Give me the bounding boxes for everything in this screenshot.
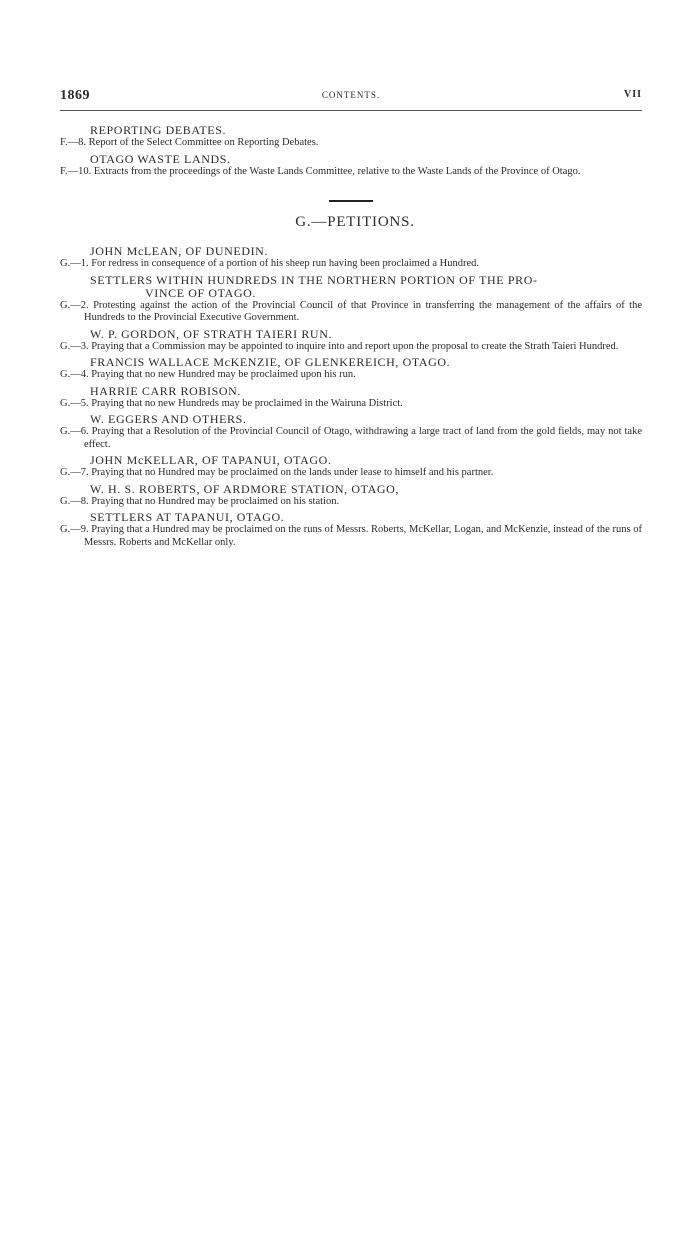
entry-code: G.—4.: [60, 369, 89, 380]
entry-code: G.—7.: [60, 467, 89, 478]
entry-g-6: [60, 413, 642, 451]
entry-code: G.—8.: [60, 495, 89, 507]
entry-g-9: [60, 511, 642, 549]
entry-title: REPORTING DEBATES.: [90, 123, 227, 137]
entry-code: G.—2.: [60, 299, 89, 311]
entry-title: HARRIE CARR ROBISON.: [90, 383, 242, 398]
entry-code: G.—5.: [60, 397, 89, 409]
entry-g-2: [60, 274, 642, 325]
entry-text: Protesting against the action of the Provincial Council of that Province in transferring the management of the affairs of the Hundreds to the Provincial Executive Government.: [84, 299, 643, 323]
entry-text: Praying that no new Hundred may be proclaimed upon his run.: [91, 369, 356, 380]
entry-text: For redress in consequence of a portion of his sheep run having been proclaimed a Hundred.: [91, 258, 480, 269]
contents-list: [60, 124, 642, 552]
entry-description: [60, 426, 642, 451]
entry-description: [60, 258, 642, 271]
entry-description: [60, 137, 642, 150]
entry-title: W. H. S. ROBERTS, OF ARDMORE STATION, OTAGO,: [90, 481, 400, 496]
entry-g-4: [60, 356, 642, 382]
entry-description: [60, 496, 642, 509]
entry-code: F.—8.: [60, 137, 86, 148]
running-head-year: 1869: [60, 88, 90, 103]
entry-title-line: SETTLERS WITHIN HUNDREDS IN THE NORTHERN PORTION OF THE PRO-: [90, 272, 538, 287]
running-head-page-number: VII: [623, 89, 642, 100]
entry-title: [60, 274, 642, 300]
entry-title: W. EGGERS AND OTHERS.: [90, 412, 247, 426]
entry-description: [60, 524, 642, 549]
entry-title: SETTLERS AT TAPANUI, OTAGO.: [90, 510, 285, 524]
entry-f-10: [60, 153, 642, 179]
entry-text: Praying that no new Hundreds may be proclaimed in the Wairuna District.: [91, 397, 403, 409]
entry-text: Praying that a Hundred may be proclaimed on the runs of Messrs. Roberts, McKellar, Logan, and McKenzie, instead of the runs of Messrs. Roberts and McKellar only.: [84, 524, 642, 548]
entry-text: Praying that no Hundred may be proclaimed on his station.: [91, 495, 340, 507]
entry-description: [60, 341, 642, 354]
entry-description: [60, 369, 642, 382]
entry-g-5: [60, 385, 642, 411]
entry-text: Praying that a Resolution of the Provincial Council of Otago, withdrawing a large tract of land from the gold fields, may not take effect.: [84, 426, 642, 450]
running-head-title: CONTENTS.: [321, 90, 381, 100]
entry-description: [60, 398, 642, 411]
entry-text: Extracts from the proceedings of the Waste Lands Committee, relative to the Waste Lands of the Province of Otago.: [93, 165, 581, 177]
entry-g-3: [60, 328, 642, 354]
entry-g-1: [60, 245, 642, 271]
header-rule: [60, 110, 642, 111]
entry-code: G.—6.: [60, 426, 89, 437]
section-heading: G.—PETITIONS.: [295, 214, 415, 230]
section-divider: [329, 200, 373, 202]
entry-text: Praying that no Hundred may be proclaimed on the lands under lease to himself and his partner.: [91, 467, 494, 478]
entry-title: OTAGO WASTE LANDS.: [90, 151, 231, 166]
entry-title: W. P. GORDON, OF STRATH TAIERI RUN.: [90, 326, 333, 341]
entry-text: Praying that a Commission may be appointed to inquire into and report upon the proposal to create the Strath Taieri Hundred.: [91, 340, 619, 352]
entry-description: [60, 300, 642, 325]
entry-description: [60, 166, 642, 179]
entry-title: FRANCIS WALLACE McKENZIE, OF GLENKEREICH, OTAGO.: [90, 355, 451, 369]
entry-title-continuation: VINCE OF OTAGO.: [145, 285, 257, 300]
entry-f-8: [60, 124, 642, 150]
entry-g-7: [60, 454, 642, 480]
entry-text: Report of the Select Committee on Reporting Debates.: [88, 137, 319, 148]
entry-code: G.—9.: [60, 524, 89, 535]
entry-title: JOHN McLEAN, OF DUNEDIN.: [90, 244, 269, 258]
entry-description: [60, 467, 642, 480]
entry-g-8: [60, 483, 642, 509]
entry-code: G.—1.: [60, 258, 89, 269]
entry-code: G.—3.: [60, 340, 89, 352]
entry-code: F.—10.: [60, 165, 92, 177]
document-page: [60, 88, 643, 548]
running-head: [60, 88, 642, 106]
entry-title: JOHN McKELLAR, OF TAPANUI, OTAGO.: [90, 453, 332, 467]
